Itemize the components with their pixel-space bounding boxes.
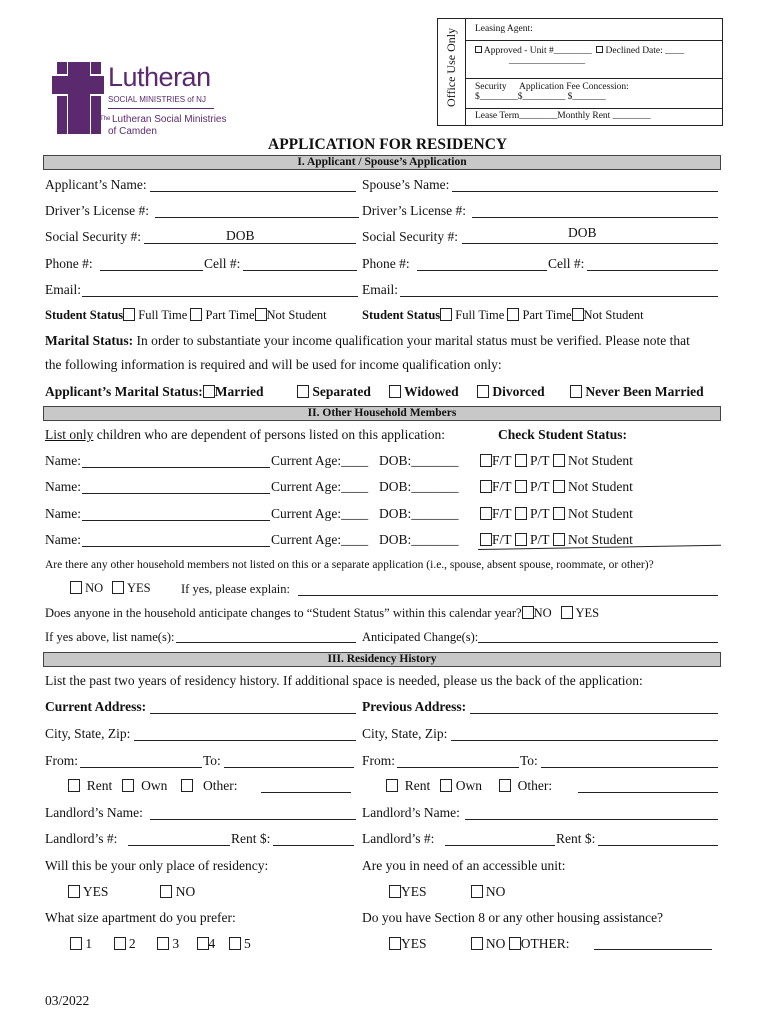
separated-label: Separated: [312, 384, 371, 399]
pt-checkbox[interactable]: [515, 480, 527, 493]
part-time-left-checkbox[interactable]: [190, 308, 202, 321]
member-status-options: [480, 532, 633, 548]
ft-label: F/T: [492, 453, 512, 468]
student-change-no-label: NO: [533, 606, 552, 620]
not-student-checkbox[interactable]: [553, 454, 565, 467]
pt-label: P/T: [530, 506, 550, 521]
cell-right-label: Cell #:: [548, 256, 585, 271]
accessible-yes-checkbox[interactable]: [389, 885, 401, 898]
dl-left-field[interactable]: [155, 217, 359, 218]
never-married-option: [570, 384, 704, 400]
part-time-right-checkbox[interactable]: [507, 308, 519, 321]
accessible-yes-label: YES: [401, 884, 427, 899]
student-change-yes-label: YES: [575, 606, 600, 620]
member-name-label: Name:: [45, 453, 81, 468]
logo: [52, 58, 232, 148]
amounts-line: $________$_________ $_______: [475, 92, 606, 102]
other-members-yes-checkbox[interactable]: [112, 581, 124, 594]
size-1-checkbox[interactable]: [70, 937, 82, 950]
size-3-label: 3: [172, 936, 180, 951]
other-members-question: Are there any other household members not listed on this or a separate application (i.e., spouse, absent spouse, roommate, or other)?: [45, 559, 654, 571]
current-address-field[interactable]: [150, 713, 356, 714]
ss-left-label: Social Security #:: [45, 229, 141, 244]
member-dob-label: DOB:_______: [379, 532, 459, 547]
own-right-label: Own: [455, 778, 482, 793]
rent-right-label: Rent: [404, 778, 431, 793]
other-right-field[interactable]: [578, 792, 718, 793]
size-4-label: 4: [208, 936, 216, 951]
from-right-field[interactable]: [397, 767, 519, 768]
city-left-label: City, State, Zip:: [45, 726, 131, 741]
city-left-field[interactable]: [134, 740, 356, 741]
rent-amt-right-field[interactable]: [598, 845, 718, 846]
logo-word: Lutheran: [108, 62, 211, 92]
applicant-marital-label: Applicant’s Marital Status:: [45, 384, 203, 399]
size-4-checkbox[interactable]: [197, 937, 209, 950]
only-place-yes-checkbox[interactable]: [68, 885, 80, 898]
member-name-label: Name:: [45, 506, 81, 521]
ft-label: F/T: [492, 532, 512, 547]
tenure-right: [386, 778, 552, 794]
size-1-label: 1: [85, 936, 93, 951]
size-2-checkbox[interactable]: [114, 937, 126, 950]
size-options: [70, 936, 251, 952]
not-student-label: Not Student: [568, 506, 633, 521]
member-name-field[interactable]: [82, 467, 270, 468]
from-left-label: From:: [45, 753, 79, 768]
office-use-box: [437, 18, 723, 126]
landlord-num-left-field[interactable]: [128, 845, 230, 846]
cross-logo-icon: [52, 62, 104, 134]
only-place-answers: [68, 884, 195, 900]
approved-checkbox[interactable]: [475, 46, 482, 53]
other-left-label: Other:: [203, 778, 238, 793]
section8-other-field[interactable]: [594, 949, 712, 950]
logo-sub-line2: of Camden: [108, 126, 157, 137]
rent-amt-right-label: Rent $:: [556, 831, 596, 846]
residency-intro: List the past two years of residency history. If additional space is needed, please us the back of the application:: [45, 673, 643, 688]
office-use-side: [438, 19, 466, 125]
member-dob-label: DOB:_______: [379, 453, 459, 468]
ft-checkbox[interactable]: [480, 533, 492, 546]
page-title: APPLICATION FOR RESIDENCY: [268, 136, 508, 153]
not-student-left-label: Not Student: [266, 308, 327, 322]
not-student-checkbox[interactable]: [553, 533, 565, 546]
pt-label: P/T: [530, 479, 550, 494]
list-only-label: List only: [45, 427, 94, 442]
landlord-name-left-field[interactable]: [150, 819, 356, 820]
dob-left-label: DOB: [226, 228, 255, 243]
own-left-checkbox[interactable]: [122, 779, 134, 792]
member-age-label: Current Age:____: [271, 506, 369, 521]
city-right-field[interactable]: [451, 740, 718, 741]
size-5-checkbox[interactable]: [229, 937, 241, 950]
spouse-name-field[interactable]: [452, 191, 718, 192]
widowed-option: [389, 384, 459, 400]
landlord-name-right-label: Landlord’s Name:: [362, 805, 460, 820]
applicant-marital-status: [45, 384, 263, 400]
email-right-field[interactable]: [400, 296, 718, 297]
pt-checkbox[interactable]: [515, 533, 527, 546]
member-age-label: Current Age:____: [271, 479, 369, 494]
student-change-no-checkbox[interactable]: [522, 606, 534, 619]
concession-label: Application Fee Concession:: [519, 82, 629, 92]
dl-right-field[interactable]: [472, 217, 718, 218]
city-right-label: City, State, Zip:: [362, 726, 448, 741]
lease-row: [465, 109, 722, 125]
ft-checkbox[interactable]: [480, 507, 492, 520]
ft-checkbox[interactable]: [480, 480, 492, 493]
not-student-right-label: Not Student: [583, 308, 644, 322]
landlord-name-right-field[interactable]: [465, 819, 718, 820]
office-use-label: Office Use Only: [444, 27, 458, 107]
landlord-num-left-label: Landlord’s #:: [45, 831, 118, 846]
student-status-right: [362, 308, 644, 323]
member-status-options: [480, 506, 633, 522]
previous-address-field[interactable]: [470, 713, 718, 714]
logo-prefix: The: [100, 116, 111, 122]
other-left-field[interactable]: [261, 792, 351, 793]
list-children-label: children who are dependent of persons listed on this application:: [93, 427, 446, 442]
to-right-label: To:: [520, 753, 538, 768]
student-change-label: Does anyone in the household anticipate changes to “Student Status” within this calendar year?: [45, 606, 522, 620]
member-age-label: Current Age:____: [271, 453, 369, 468]
married-label: Married: [214, 384, 264, 399]
other-members-no-checkbox[interactable]: [70, 581, 82, 594]
current-address-label: Current Address:: [45, 699, 147, 714]
explain-field[interactable]: [298, 595, 718, 596]
email-right-label: Email:: [362, 282, 398, 297]
not-student-label: Not Student: [568, 532, 633, 547]
cell-left-field[interactable]: [243, 270, 357, 271]
cell-left-label: Cell #:: [204, 256, 241, 271]
marital-text-1: In order to substantiate your income qualification your marital status must be verified. Please note that: [133, 333, 690, 348]
accessible-no-checkbox[interactable]: [471, 885, 483, 898]
rent-left-checkbox[interactable]: [68, 779, 80, 792]
marital-text-2: the following information is required and will be used for income qualification only:: [45, 357, 502, 372]
list-names-field[interactable]: [176, 642, 356, 643]
separated-checkbox[interactable]: [297, 385, 309, 398]
declined-date-line: ________________: [509, 56, 585, 66]
student-status-left: [45, 308, 327, 323]
size-5-label: 5: [244, 936, 251, 951]
member-name-field[interactable]: [82, 520, 270, 521]
other-right-checkbox[interactable]: [499, 779, 511, 792]
logo-org-line: SOCIAL MINISTRIES of NJ: [108, 95, 206, 104]
ft-label: F/T: [492, 479, 512, 494]
list-children-text: [45, 427, 445, 443]
spouse-name-label: Spouse’s Name:: [362, 177, 450, 192]
pt-label: P/T: [530, 453, 550, 468]
other-left-checkbox[interactable]: [181, 779, 193, 792]
rent-right-checkbox[interactable]: [386, 779, 398, 792]
from-right-label: From:: [362, 753, 396, 768]
part-time-right-label: Part Time: [522, 308, 572, 322]
phone-right-field[interactable]: [417, 270, 547, 271]
size-3-checkbox[interactable]: [157, 937, 169, 950]
size-question: What size apartment do you prefer:: [45, 910, 236, 925]
never-married-checkbox[interactable]: [570, 385, 582, 398]
accessible-answers: [389, 884, 505, 900]
declined-label: Declined Date: ____: [605, 46, 685, 56]
student-change-question: [45, 606, 599, 621]
to-left-label: To:: [203, 753, 221, 768]
approval-row: [465, 41, 722, 79]
member-name-field[interactable]: [82, 493, 270, 494]
member-name-field[interactable]: [82, 546, 270, 547]
marital-paragraph-1: [45, 333, 690, 349]
fee-row: [465, 79, 722, 109]
section8-question: Do you have Section 8 or any other housing assistance?: [362, 910, 664, 925]
only-place-no-checkbox[interactable]: [160, 885, 172, 898]
only-place-no-label: NO: [175, 884, 196, 899]
full-time-left-checkbox[interactable]: [123, 308, 135, 321]
phone-right-label: Phone #:: [362, 256, 410, 271]
separated-option: [297, 384, 371, 400]
section-1-header: I. Applicant / Spouse’s Application: [43, 155, 721, 170]
own-right-checkbox[interactable]: [440, 779, 452, 792]
leasing-agent-label: Leasing Agent:: [475, 24, 533, 34]
full-time-right-label: Full Time: [455, 308, 505, 322]
section8-yes-checkbox[interactable]: [389, 937, 401, 950]
ss-right-label: Social Security #:: [362, 229, 458, 244]
landlord-num-right-field[interactable]: [445, 845, 555, 846]
approved-label: Approved - Unit #________: [483, 46, 592, 56]
marital-label: Marital Status:: [45, 333, 134, 348]
student-change-yes-checkbox[interactable]: [561, 606, 573, 619]
not-student-checkbox[interactable]: [553, 507, 565, 520]
security-label: Security: [475, 82, 507, 92]
member-age-label: Current Age:____: [271, 532, 369, 547]
ss-right-field[interactable]: [462, 243, 718, 244]
other-right-label: Other:: [517, 778, 553, 793]
pt-checkbox[interactable]: [515, 454, 527, 467]
member-name-label: Name:: [45, 532, 81, 547]
from-left-field[interactable]: [80, 767, 202, 768]
accessible-no-label: NO: [485, 884, 506, 899]
dob-right-label: DOB: [568, 225, 597, 240]
other-members-answers: [70, 581, 151, 596]
leasing-agent-row: [465, 19, 722, 41]
email-left-field[interactable]: [82, 296, 358, 297]
not-student-left-checkbox[interactable]: [255, 308, 267, 321]
landlord-num-right-label: Landlord’s #:: [362, 831, 435, 846]
full-time-left-label: Full Time: [138, 308, 188, 322]
declined-checkbox[interactable]: [596, 46, 603, 53]
accessible-question: Are you in need of an accessible unit:: [362, 858, 566, 873]
widowed-label: Widowed: [404, 384, 459, 399]
member-dob-label: DOB:_______: [379, 479, 459, 494]
logo-sub-line1: Lutheran Social Ministries: [112, 114, 227, 125]
section8-yes-label: YES: [401, 936, 427, 951]
not-student-label: Not Student: [568, 479, 633, 494]
member-status-options: [480, 453, 633, 469]
divorced-label: Divorced: [492, 384, 545, 399]
rent-left-label: Rent: [86, 778, 113, 793]
not-student-checkbox[interactable]: [553, 480, 565, 493]
divorced-checkbox[interactable]: [477, 385, 489, 398]
applicant-name-field[interactable]: [150, 191, 356, 192]
tenure-left: [68, 778, 238, 794]
only-place-question: Will this be your only place of residency:: [45, 858, 269, 873]
part-time-left-label: Part Time: [205, 308, 255, 322]
to-right-field[interactable]: [541, 767, 718, 768]
phone-left-label: Phone #:: [45, 256, 93, 271]
landlord-name-left-label: Landlord’s Name:: [45, 805, 143, 820]
section-2-header: II. Other Household Members: [43, 406, 721, 421]
member-status-options: [480, 479, 633, 495]
previous-address-label: Previous Address:: [362, 699, 467, 714]
section8-other-checkbox[interactable]: [509, 937, 521, 950]
check-student-status: Check Student Status:: [498, 427, 628, 442]
never-married-label: Never Been Married: [585, 384, 704, 399]
section8-no-checkbox[interactable]: [471, 937, 483, 950]
anticipated-label: Anticipated Change(s):: [362, 630, 479, 644]
email-left-label: Email:: [45, 282, 81, 297]
not-student-label: Not Student: [568, 453, 633, 468]
pt-checkbox[interactable]: [515, 507, 527, 520]
footer-date: 03/2022: [45, 993, 90, 1008]
student-status-right-label: Student Status: [362, 308, 441, 322]
other-members-no-label: NO: [85, 581, 104, 595]
ft-label: F/T: [492, 506, 512, 521]
full-time-right-checkbox[interactable]: [440, 308, 452, 321]
ft-checkbox[interactable]: [480, 454, 492, 467]
only-place-yes-label: YES: [82, 884, 109, 899]
pt-label: P/T: [530, 532, 550, 547]
section-3-header: III. Residency History: [43, 652, 721, 667]
other-members-yes-label: YES: [126, 581, 151, 595]
own-left-label: Own: [141, 778, 168, 793]
member-dob-label: DOB:_______: [379, 506, 459, 521]
explain-label: If yes, please explain:: [181, 582, 290, 596]
phone-left-field[interactable]: [100, 270, 203, 271]
rent-amt-left-field[interactable]: [273, 845, 354, 846]
logo-rule: [108, 108, 214, 109]
section8-no-label: NO: [485, 936, 506, 951]
member-name-label: Name:: [45, 479, 81, 494]
size-2-label: 2: [128, 936, 136, 951]
rent-amt-left-label: Rent $:: [231, 831, 271, 846]
lease-term-label: Lease Term________Monthly Rent ________: [475, 111, 651, 121]
applicant-name-label: Applicant’s Name:: [45, 177, 147, 192]
cell-right-field[interactable]: [587, 270, 718, 271]
divorced-option: [477, 384, 545, 400]
married-checkbox[interactable]: [203, 385, 215, 398]
dl-right-label: Driver’s License #:: [362, 203, 466, 218]
not-student-right-checkbox[interactable]: [572, 308, 584, 321]
student-status-label: Student Status: [45, 308, 124, 322]
widowed-checkbox[interactable]: [389, 385, 401, 398]
section8-answers: [389, 936, 570, 952]
dl-left-label: Driver’s License #:: [45, 203, 149, 218]
anticipated-field[interactable]: [478, 642, 718, 643]
section8-other-label: OTHER:: [520, 936, 570, 951]
list-names-label: If yes above, list name(s):: [45, 630, 175, 644]
to-left-field[interactable]: [224, 767, 354, 768]
